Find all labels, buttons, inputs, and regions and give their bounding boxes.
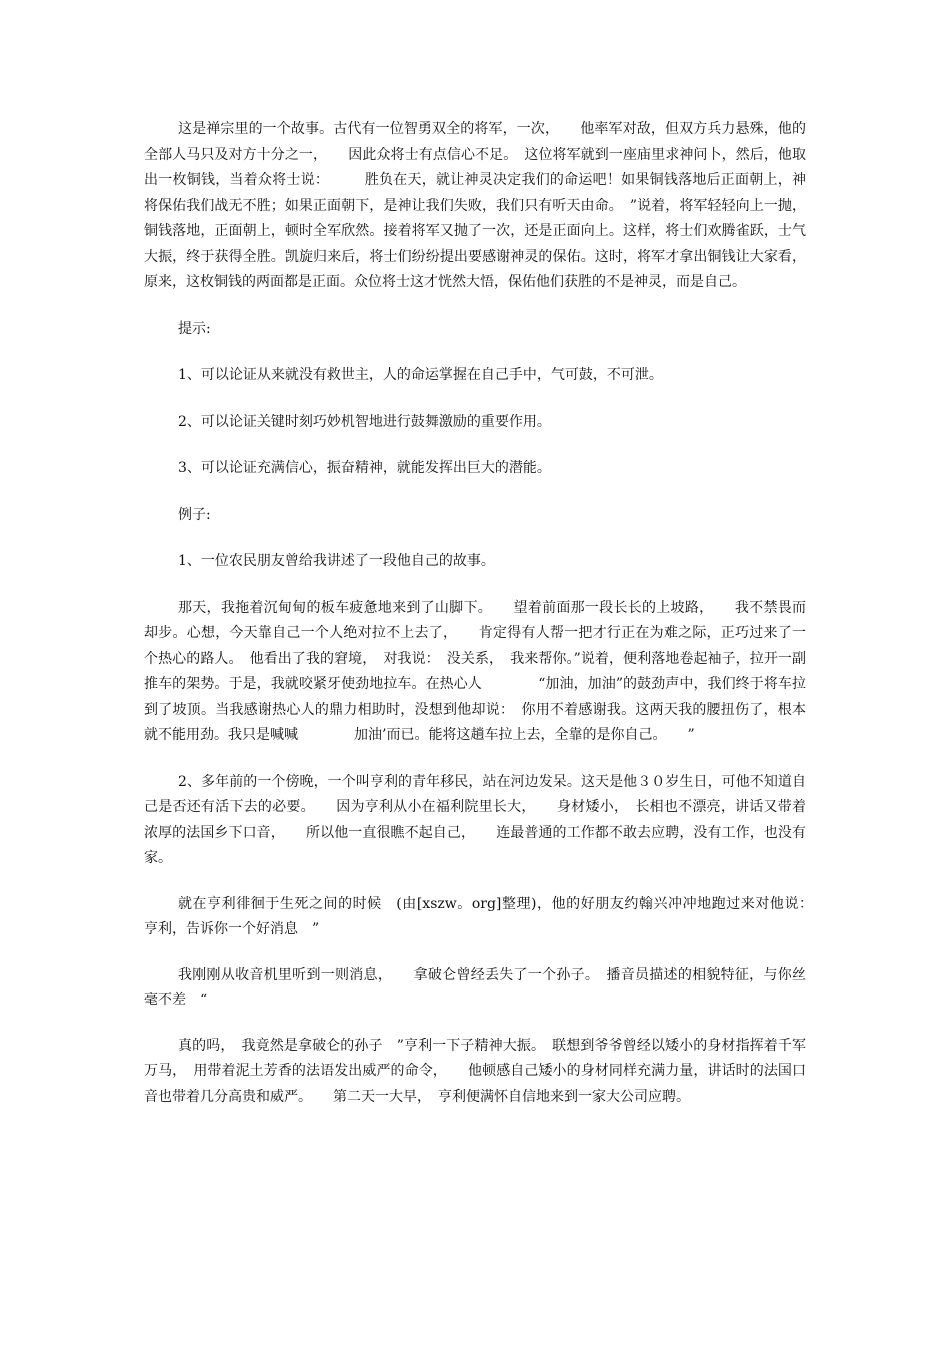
hint-item-2: 2、可以论证关键时刻巧妙机智地进行鼓舞激励的重要作用。 — [178, 413, 551, 430]
example-2-paragraph-1: 就在亨利徘徊于生死之间的时候 (由[xszw。org]整理)，他的好朋友约翰兴冲冲地跑过来对他说： 亨利，告诉你一个好消息 ” — [144, 895, 820, 937]
example-1-paragraph: 那天，我拖着沉甸甸的板车疲惫地来到了山脚下。 望着前面那一段长长的上坡路， 我不禁畏而却步。心想，今天靠自己一个人绝对拉不上去了， 肯定得有人帮一把才行正在为难之际，正巧过来了一个热心的路人。 他看出了我的窘境， 对我说： 没关系， 我来帮你。”说着，便利落地卷起袖子，拉开一副推车的架势。于是，我就咬紧牙使劲地拉车。在热心人 “加油，加油”的鼓劲声中，我们终于将车拉到了坡顶。当我感谢热心人的鼎力相助时，没想到他却说： 你用不着感谢我。这两天我的腰扭伤了，根本就不能用劲。我只是喊喊 加油’而已。能将这趟车拉上去，全靠的是你自己。 ” — [144, 599, 806, 743]
hint-heading: 提示: — [178, 320, 211, 337]
example-2-paragraph-2: 我刚刚从收音机里听到一则消息， 拿破仑曾经丢失了一个孙子。 播音员描述的相貌特征，与你丝毫不差 “ — [144, 966, 806, 1008]
story-paragraph: 这是禅宗里的一个故事。古代有一位智勇双全的将军，一次， 他率军对敌，但双方兵力悬殊，他的全部人马只及对方十分之一， 因此众将士有点信心不足。 这位将军就到一座庙里求神问卜，然后，他取出一枚铜钱，当着众将士说： 胜负在天，就让神灵决定我们的命运吧！如果铜钱落地后正面朝上，神将保佑我们战无不胜；如果正面朝下，是神让我们失败，我们只有听天由命。 ”说着，将军轻轻向上一抛，铜钱落地，正面朝上，顿时全军欣然。接着将军又抛了一次，还是正面向上。这样，将士们欢腾雀跃，士气大振，终于获得全胜。凯旋归来后，将士们纷纷提出要感谢神灵的保佑。这时，将军才拿出铜钱让大家看，原来，这枚铜钱的两面都是正面。众位将士这才恍然大悟，保佑他们获胜的不是神灵，而是自己。 — [144, 121, 806, 290]
example-heading: 例子: — [178, 506, 211, 523]
example-2-paragraph-3: 真的吗， 我竟然是拿破仑的孙子 ”亨利一下子精神大振。 联想到爷爷曾经以矮小的身材指挥着千军万马， 用带着泥土芳香的法语发出威严的命令， 他顿感自己矮小的身材同样充满力量，讲话时的法国口音也带着几分高贵和威严。 第二天一大早， 亨利便满怀自信地来到一家大公司应聘。 — [144, 1037, 806, 1105]
hint-item-3: 3、可以论证充满信心，振奋精神，就能发挥出巨大的潜能。 — [178, 460, 551, 476]
hint-item-1: 1、可以论证从来就没有救世主，人的命运掌握在自己手中，气可鼓，不可泄。 — [178, 367, 663, 383]
example-item-1: 1、一位农民朋友曾给我讲述了一段他自己的故事。 — [178, 553, 495, 569]
example-item-2: 2、多年前的一个傍晚，一个叫亨利的青年移民，站在河边发呆。这天是他３０岁生日，可他不知道自己是否还有活下去的必要。 因为亨利从小在福利院里长大， 身材矮小， 长相也不漂亮，讲话又带着浓厚的法国乡下口音， 所以他一直很瞧不起自己， 连最普通的工作都不敢去应聘，没有工作，也没有家。 — [144, 773, 806, 866]
document-body — [144, 117, 820, 1110]
